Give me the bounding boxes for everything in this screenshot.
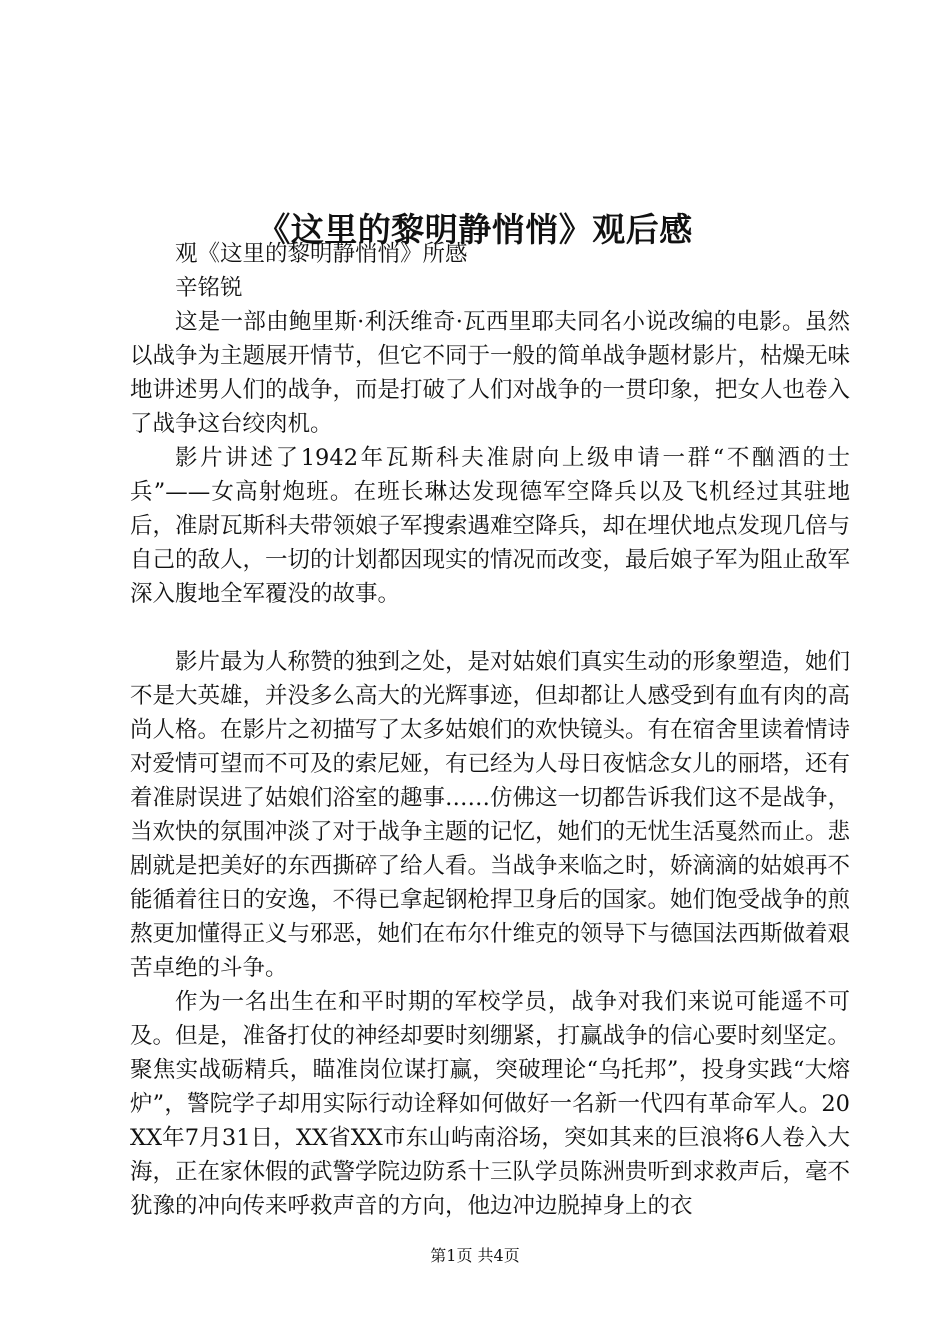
document-body: [130, 237, 850, 1223]
author-paragraph: 辛铭锐: [175, 275, 243, 301]
document-title: 《这里的黎明静悄悄》观后感: [257, 210, 693, 250]
body-paragraph: 影片最为人称赞的独到之处，是对姑娘们真实生动的形象塑造，她们不是大英雄，并没多么高大的光辉事迹，但却都让人感受到有血有肉的高尚人格。在影片之初描写了太多姑娘们的欢快镜头。有在宿舍里读着情诗对爱情可望而不可及的索尼娅，有已经为人母日夜惦念女儿的丽塔，还有着准尉误进了姑娘们浴室的趣事……仿佛这一切都告诉我们这不是战争，当欢快的氛围冲淡了对于战争主题的记忆，她们的无忧生活戛然而止。悲剧就是把美好的东西撕碎了给人看。当战争来临之时，娇滴滴的姑娘再不能循着往日的安逸，不得已拿起钢枪捍卫身后的国家。她们饱受战争的煎熬更加懂得正义与邪恶，她们在布尔什维克的领导下与德国法西斯做着艰苦卓绝的斗争。: [130, 649, 851, 981]
subtitle-paragraph: 观《这里的黎明静悄悄》所感: [175, 241, 468, 267]
body-paragraph: 这是一部由鲍里斯·利沃维奇·瓦西里耶夫同名小说改编的电影。虽然以战争为主题展开情节，但它不同于一般的简单战争题材影片，枯燥无味地讲述男人们的战争，而是打破了人们对战争的一贯印象，把女人也卷入了战争这台绞肉机。: [130, 309, 851, 437]
body-paragraph: 作为一名出生在和平时期的军校学员，战争对我们来说可能遥不可及。但是，准备打仗的神经却要时刻绷紧，打赢战争的信心要时刻坚定。聚焦实战砺精兵，瞄准岗位谋打赢，突破理论“乌托邦”，投身实践“大熔炉”，警院学子却用实际行动诠释如何做好一名新一代四有革命军人。20XX年7月31日，XX省XX市东山屿南浴场，突如其来的巨浪将6人卷入大海，正在家休假的武警学院边防系十三队学员陈洲贵听到求救声后，毫不犹豫的冲向传来呼救声音的方向，他边冲边脱掉身上的衣: [130, 989, 851, 1219]
body-paragraph: 影片讲述了1942年瓦斯科夫准尉向上级申请一群“不酗酒的士兵”——女高射炮班。在班长琳达发现德军空降兵以及飞机经过其驻地后，准尉瓦斯科夫带领娘子军搜索遇难空降兵，却在埋伏地点发现几倍与自己的敌人，一切的计划都因现实的情况而改变，最后娘子军为阻止敌军深入腹地全军覆没的故事。: [130, 445, 851, 607]
page-footer: 第1页 共4页: [430, 1246, 520, 1265]
